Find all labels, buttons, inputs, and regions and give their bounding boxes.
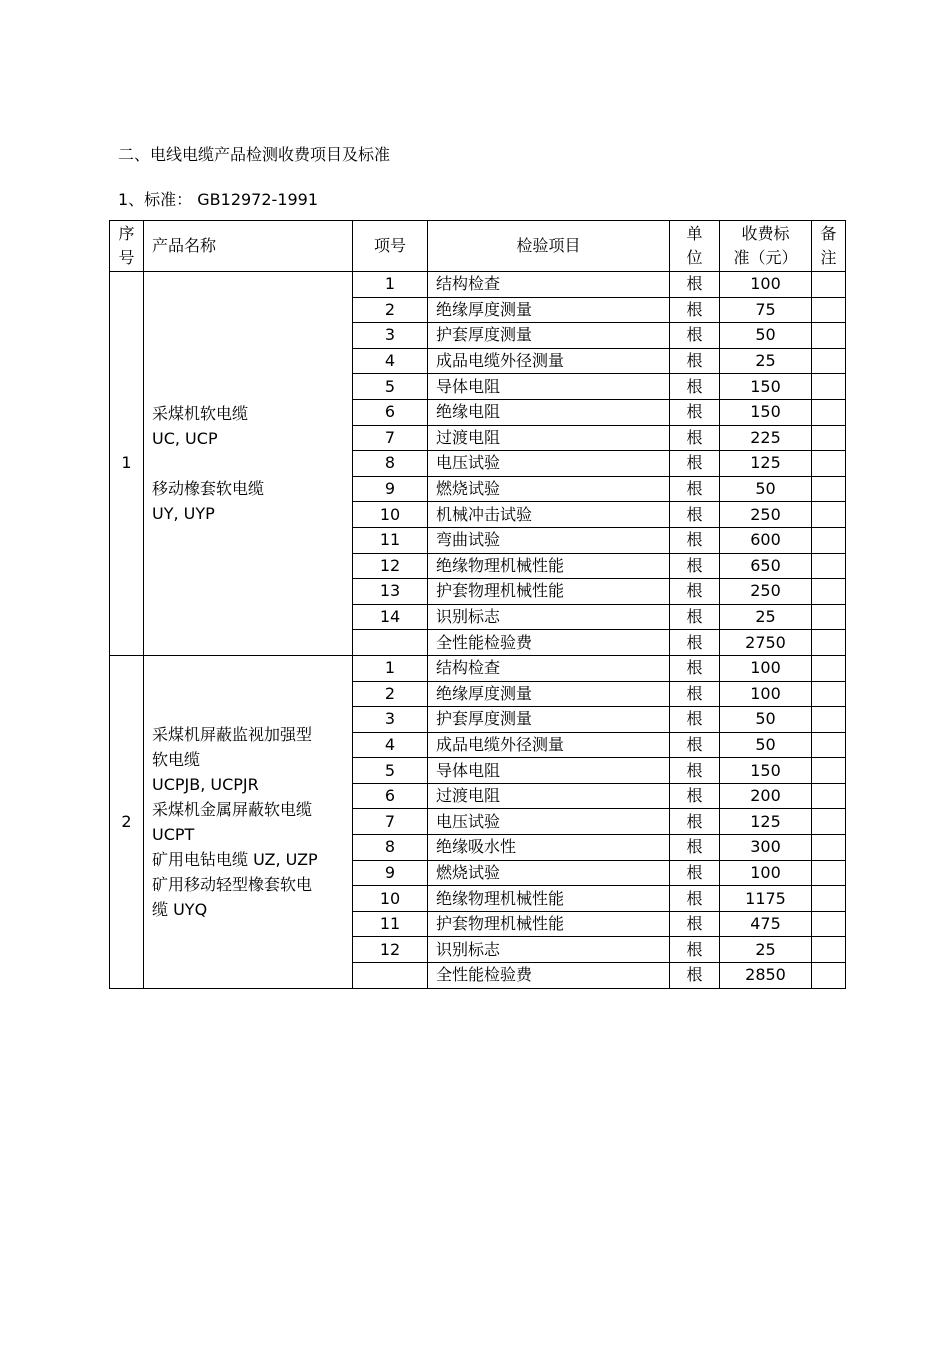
group-seq-cell: 1 [110,272,144,656]
inspection-item-cell: 成品电缆外径测量 [428,348,670,374]
remark-cell [812,886,846,912]
inspection-item-cell: 绝缘吸水性 [428,835,670,861]
remark-cell [812,860,846,886]
fee-cell: 125 [720,451,812,477]
remark-cell [812,604,846,630]
unit-cell: 根 [670,451,720,477]
inspection-item-cell: 燃烧试验 [428,476,670,502]
fee-cell: 50 [720,476,812,502]
unit-cell: 根 [670,860,720,886]
remark-cell [812,783,846,809]
product-name-line: 移动橡套软电缆 [152,478,265,498]
item-no-cell: 1 [353,272,428,298]
item-no-cell: 5 [353,374,428,400]
inspection-item-cell: 电压试验 [428,809,670,835]
fee-cell: 100 [720,655,812,681]
fee-cell: 2850 [720,963,812,989]
inspection-item-cell: 弯曲试验 [428,527,670,553]
fee-cell: 25 [720,937,812,963]
inspection-item-cell: 燃烧试验 [428,860,670,886]
fee-cell: 250 [720,579,812,605]
product-name-line [152,451,348,476]
item-no-cell: 1 [353,655,428,681]
remark-cell [812,399,846,425]
product-name-line: 矿用电钻电缆 UZ, UZP [152,849,318,869]
standard-subheading: 1、标准： GB12972-1991 [118,190,319,209]
fee-cell: 150 [720,374,812,400]
inspection-item-cell: 绝缘电阻 [428,399,670,425]
unit-cell: 根 [670,323,720,349]
fee-cell: 25 [720,604,812,630]
remark-cell [812,630,846,656]
product-name-line: UY, UYP [152,503,215,523]
unit-cell: 根 [670,732,720,758]
header-fee: 收费标 准（元） [720,221,812,272]
unit-cell: 根 [670,835,720,861]
remark-cell [812,655,846,681]
unit-cell: 根 [670,553,720,579]
unit-cell: 根 [670,707,720,733]
item-no-cell [353,963,428,989]
unit-cell: 根 [670,476,720,502]
section-heading: 二、电线电缆产品检测收费项目及标准 [118,145,391,164]
fee-cell: 650 [720,553,812,579]
inspection-item-cell: 机械冲击试验 [428,502,670,528]
header-product-name: 产品名称 [144,221,353,272]
product-name-line: 软电缆 [152,749,201,769]
group-seq-cell: 2 [110,655,144,988]
product-name-line: 缆 UYQ [152,899,208,919]
item-no-cell: 2 [353,297,428,323]
unit-cell: 根 [670,579,720,605]
inspection-item-cell: 过渡电阻 [428,425,670,451]
inspection-item-cell: 成品电缆外径测量 [428,732,670,758]
item-no-cell: 11 [353,527,428,553]
inspection-item-cell: 护套厚度测量 [428,707,670,733]
fee-cell: 100 [720,272,812,298]
inspection-item-cell: 过渡电阻 [428,783,670,809]
fee-cell: 125 [720,809,812,835]
fee-cell: 300 [720,835,812,861]
inspection-item-cell: 护套厚度测量 [428,323,670,349]
fee-cell: 75 [720,297,812,323]
item-no-cell: 3 [353,707,428,733]
fee-cell: 25 [720,348,812,374]
inspection-item-cell: 护套物理机械性能 [428,911,670,937]
unit-cell: 根 [670,655,720,681]
fee-cell: 225 [720,425,812,451]
header-item-no: 项号 [353,221,428,272]
remark-cell [812,425,846,451]
header-inspection-item: 检验项目 [428,221,670,272]
remark-cell [812,758,846,784]
item-no-cell: 12 [353,937,428,963]
remark-cell [812,732,846,758]
inspection-item-cell: 导体电阻 [428,758,670,784]
product-name-line: UCPJB, UCPJR [152,774,259,794]
unit-cell: 根 [670,937,720,963]
item-no-cell: 6 [353,783,428,809]
remark-cell [812,963,846,989]
item-no-cell: 4 [353,732,428,758]
remark-cell [812,579,846,605]
table-header-row [110,221,846,272]
item-no-cell: 10 [353,886,428,912]
inspection-item-cell: 结构检查 [428,655,670,681]
remark-cell [812,476,846,502]
unit-cell: 根 [670,783,720,809]
inspection-item-cell: 绝缘厚度测量 [428,681,670,707]
fee-cell: 150 [720,399,812,425]
item-no-cell: 14 [353,604,428,630]
remark-cell [812,553,846,579]
fee-cell: 50 [720,707,812,733]
item-no-cell [353,630,428,656]
remark-cell [812,707,846,733]
inspection-item-cell: 护套物理机械性能 [428,579,670,605]
remark-cell [812,297,846,323]
item-no-cell: 2 [353,681,428,707]
remark-cell [812,527,846,553]
item-no-cell: 6 [353,399,428,425]
inspection-item-cell: 全性能检验费 [428,630,670,656]
product-name-line: UCPT [152,824,195,844]
remark-cell [812,451,846,477]
unit-cell: 根 [670,886,720,912]
inspection-item-cell: 绝缘物理机械性能 [428,553,670,579]
remark-cell [812,681,846,707]
fee-cell: 100 [720,681,812,707]
unit-cell: 根 [670,425,720,451]
inspection-item-cell: 绝缘厚度测量 [428,297,670,323]
item-no-cell: 5 [353,758,428,784]
item-no-cell: 9 [353,476,428,502]
table-row [110,272,846,298]
fee-cell: 2750 [720,630,812,656]
fee-table [109,220,846,989]
remark-cell [812,272,846,298]
unit-cell: 根 [670,963,720,989]
inspection-item-cell: 结构检查 [428,272,670,298]
unit-cell: 根 [670,502,720,528]
fee-cell: 1175 [720,886,812,912]
fee-cell: 50 [720,323,812,349]
inspection-item-cell: 绝缘物理机械性能 [428,886,670,912]
product-name-line: 采煤机金属屏蔽软电缆 [152,799,313,819]
unit-cell: 根 [670,604,720,630]
item-no-cell: 4 [353,348,428,374]
product-name-line: 采煤机屏蔽监视加强型 [152,724,313,744]
remark-cell [812,502,846,528]
item-no-cell: 7 [353,809,428,835]
item-no-cell: 3 [353,323,428,349]
header-remark: 备 注 [812,221,846,272]
unit-cell: 根 [670,272,720,298]
item-no-cell: 8 [353,451,428,477]
unit-cell: 根 [670,297,720,323]
item-no-cell: 9 [353,860,428,886]
unit-cell: 根 [670,630,720,656]
inspection-item-cell: 电压试验 [428,451,670,477]
header-seq: 序 号 [110,221,144,272]
fee-cell: 150 [720,758,812,784]
item-no-cell: 7 [353,425,428,451]
remark-cell [812,323,846,349]
inspection-item-cell: 导体电阻 [428,374,670,400]
inspection-item-cell: 识别标志 [428,604,670,630]
unit-cell: 根 [670,527,720,553]
unit-cell: 根 [670,809,720,835]
fee-cell: 600 [720,527,812,553]
unit-cell: 根 [670,681,720,707]
item-no-cell: 8 [353,835,428,861]
remark-cell [812,809,846,835]
product-name-cell [144,272,353,656]
remark-cell [812,374,846,400]
fee-cell: 100 [720,860,812,886]
unit-cell: 根 [670,911,720,937]
unit-cell: 根 [670,758,720,784]
inspection-item-cell: 识别标志 [428,937,670,963]
product-name-cell [144,655,353,988]
fee-cell: 200 [720,783,812,809]
remark-cell [812,911,846,937]
unit-cell: 根 [670,374,720,400]
table-row [110,655,846,681]
product-name-line: 矿用移动轻型橡套软电 [152,874,313,894]
inspection-item-cell: 全性能检验费 [428,963,670,989]
fee-cell: 50 [720,732,812,758]
item-no-cell: 13 [353,579,428,605]
remark-cell [812,835,846,861]
fee-cell: 475 [720,911,812,937]
fee-cell: 250 [720,502,812,528]
product-name-line: 采煤机软电缆 [152,403,249,423]
header-unit: 单 位 [670,221,720,272]
item-no-cell: 12 [353,553,428,579]
item-no-cell: 10 [353,502,428,528]
item-no-cell: 11 [353,911,428,937]
unit-cell: 根 [670,399,720,425]
unit-cell: 根 [670,348,720,374]
remark-cell [812,937,846,963]
remark-cell [812,348,846,374]
product-name-line: UC, UCP [152,428,218,448]
